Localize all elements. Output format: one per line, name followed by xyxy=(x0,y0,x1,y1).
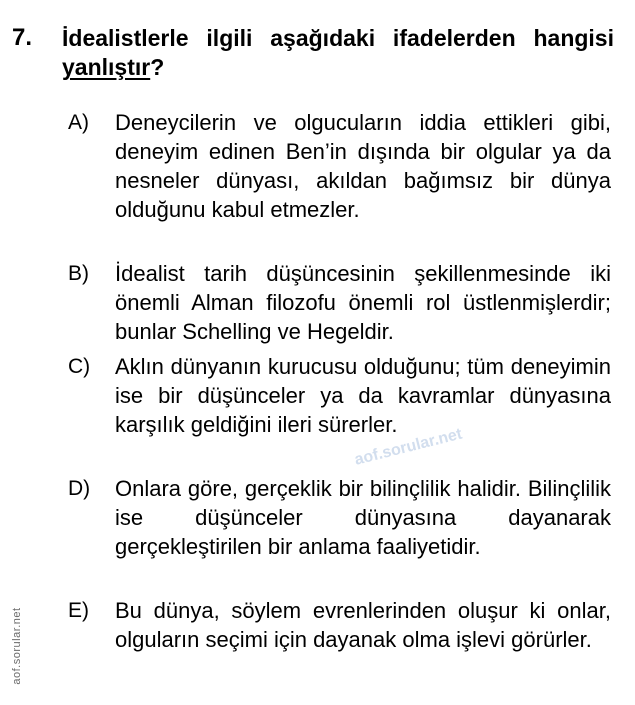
option-text: Aklın dünyanın kurucusu olduğunu; tüm deneyimin ise bir düşünceler ya da kavramlar dünyasına karşılık geldiğini ileri sürerler. xyxy=(115,354,611,437)
question-stem-emphasis: yanlıştır xyxy=(62,54,151,80)
option-letter: D) xyxy=(68,477,91,500)
watermark: aof.sorular.net xyxy=(352,425,464,469)
option-letter: B) xyxy=(68,262,89,285)
option-text: Deneycilerin ve olgucuların iddia ettikleri gibi, deneyim edinen Ben’in dışında bir olgular ya da nesneler dünyası, akıldan bağımsız bir dünya olduğunu kabul etmezler. xyxy=(115,110,611,222)
question-stem xyxy=(62,24,614,82)
option-letter: A) xyxy=(68,111,89,134)
question-stem-end: ? xyxy=(150,54,165,80)
question-number: 7. xyxy=(12,24,33,51)
option-letter: C) xyxy=(68,355,91,378)
side-watermark: aof.sorular.net xyxy=(11,607,23,685)
option-letter: E) xyxy=(68,599,89,622)
option-text: Onlara göre, gerçeklik bir bilinçlilik halidir. Bilinçlilik ise düşünceler dünyasına dayanarak gerçekleştirilen bir anlama faaliyetidir. xyxy=(115,476,611,559)
option-text: İdealist tarih düşüncesinin şekillenmesinde iki önemli Alman filozofu önemli rol üstlenmişlerdir; bunlar Schelling ve Hegeldir. xyxy=(115,261,611,344)
question-stem-text: İdealistlerle ilgili aşağıdaki ifadelerden hangisi xyxy=(62,25,614,51)
option-text: Bu dünya, söylem evrenlerinden oluşur ki onlar, olguların seçimi için dayanak olma işlevi görürler. xyxy=(115,598,611,652)
